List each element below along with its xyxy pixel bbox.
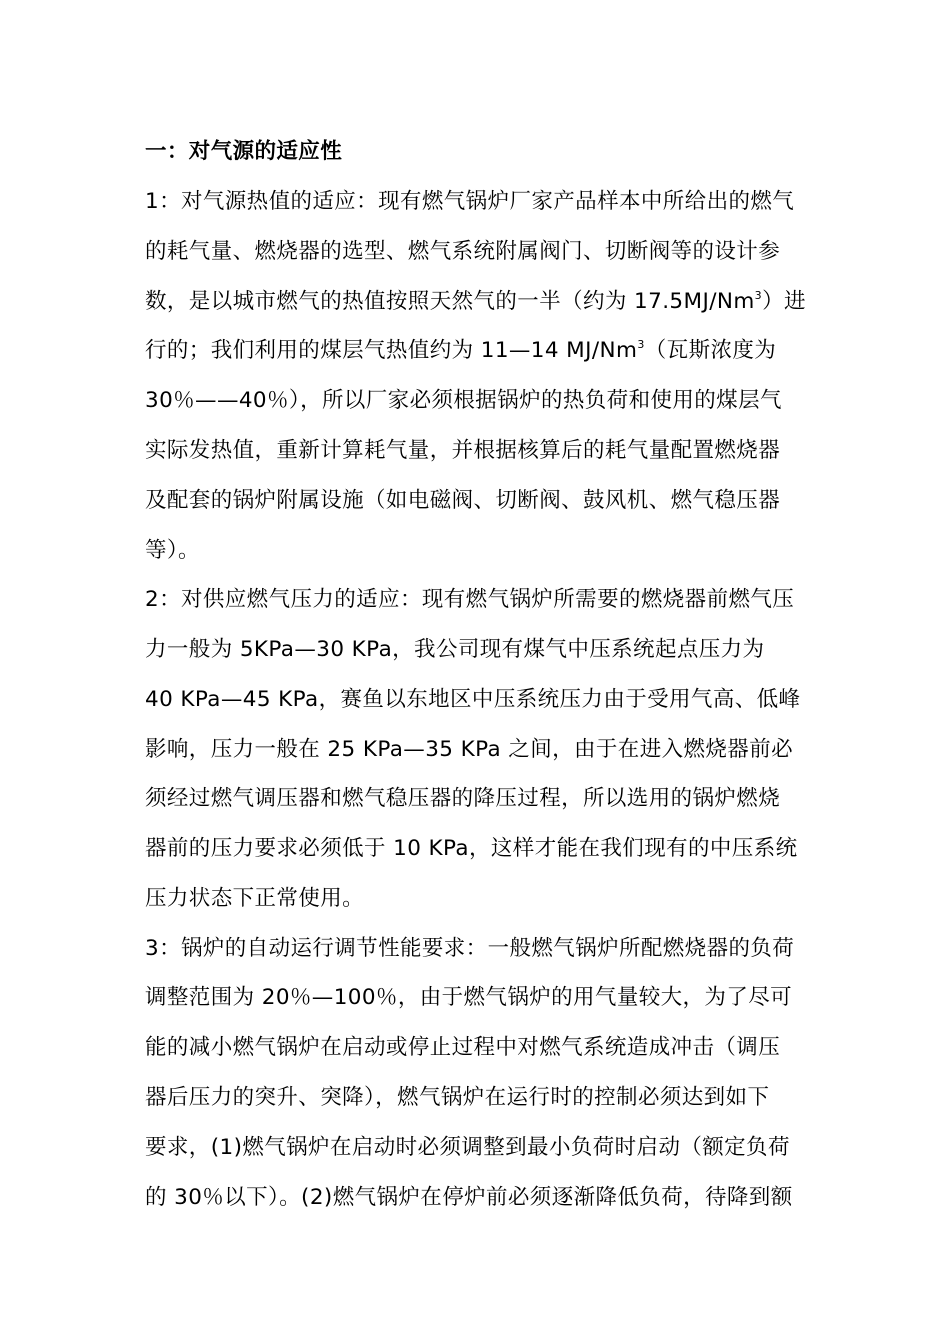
paragraph-line: 30％——40％），所以厂家必须根据锅炉的热负荷和使用的煤层气 — [145, 388, 782, 413]
paragraph-line: 能的减小燃气锅炉在启动或停止过程中对燃气系统造成冲击（调压 — [145, 1035, 781, 1060]
line-text: （瓦斯浓度为 — [644, 338, 777, 363]
section-heading: 一：对气源的适应性 — [145, 139, 343, 164]
paragraph-line: 要求，(1)燃气锅炉在启动时必须调整到最小负荷时启动（额定负荷 — [145, 1135, 790, 1160]
paragraph-line: 影响，压力一般在 25 KPa—35 KPa 之间，由于在进入燃烧器前必 — [145, 737, 794, 762]
paragraph-line — [145, 287, 815, 317]
paragraph-line: 等）。 — [145, 538, 200, 563]
paragraph-line: 2：对供应燃气压力的适应：现有燃气锅炉所需要的燃烧器前燃气压 — [145, 587, 795, 612]
paragraph-line — [145, 336, 815, 366]
paragraph-line: 器前的压力要求必须低于 10 KPa，这样才能在我们现有的中压系统 — [145, 836, 798, 861]
line-text: 数，是以城市燃气的热值按照天然气的一半（约为 17.5MJ/Nm — [145, 289, 755, 314]
line-text: ）进 — [762, 289, 806, 314]
paragraph-line: 压力状态下正常使用。 — [145, 886, 365, 911]
paragraph-line: 的耗气量、燃烧器的选型、燃气系统附属阀门、切断阀等的设计参 — [145, 239, 781, 264]
paragraph-line: 实际发热值，重新计算耗气量，并根据核算后的耗气量配置燃烧器 — [145, 438, 781, 463]
paragraph-line: 40 KPa—45 KPa，赛鱼以东地区中压系统压力由于受用气高、低峰 — [145, 687, 801, 712]
paragraph-line: 及配套的锅炉附属设施（如电磁阀、切断阀、鼓风机、燃气稳压器 — [145, 488, 781, 513]
paragraph-line: 调整范围为 20％—100％，由于燃气锅炉的用气量较大，为了尽可 — [145, 985, 793, 1010]
paragraph-line: 器后压力的突升、突降），燃气锅炉在运行时的控制必须达到如下 — [145, 1085, 770, 1110]
paragraph-line: 1：对气源热值的适应：现有燃气锅炉厂家产品样本中所给出的燃气 — [145, 189, 795, 214]
paragraph-line: 3：锅炉的自动运行调节性能要求：一般燃气锅炉所配燃烧器的负荷 — [145, 936, 795, 961]
line-text: 行的；我们利用的煤层气热值约为 11—14 MJ/Nm — [145, 338, 638, 363]
paragraph-line: 力一般为 5KPa—30 KPa，我公司现有煤气中压系统起点压力为 — [145, 637, 765, 662]
paragraph-line: 须经过燃气调压器和燃气稳压器的降压过程，所以选用的锅炉燃烧 — [145, 786, 781, 811]
superscript: 3 — [754, 289, 763, 302]
superscript: 3 — [637, 338, 645, 351]
paragraph-line: 的 30％以下）。(2)燃气锅炉在停炉前必须逐渐降低负荷，待降到额 — [145, 1185, 793, 1210]
